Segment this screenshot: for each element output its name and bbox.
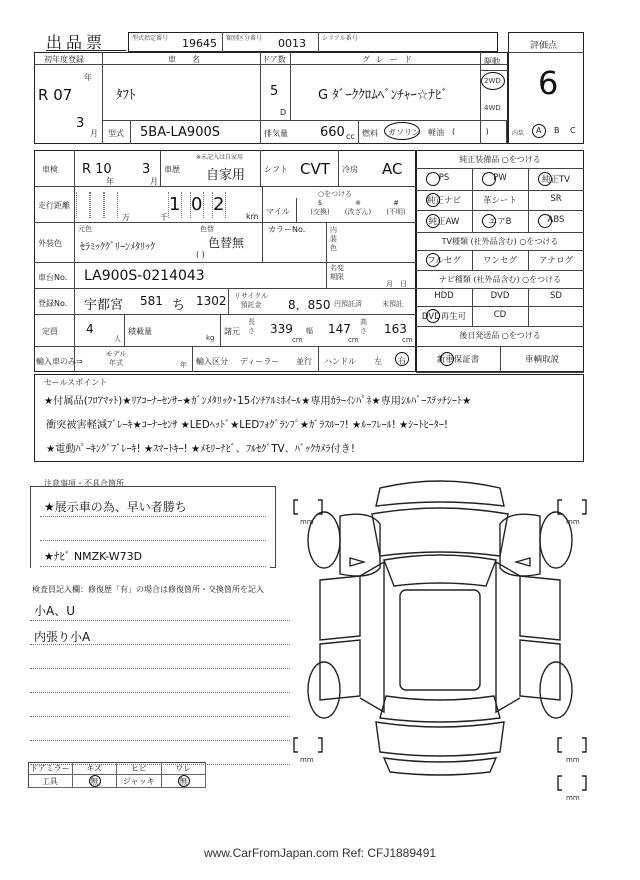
category-value: 0013 — [278, 37, 306, 50]
displacement-unit: cc — [346, 132, 355, 141]
equip-item: 純正ナビ — [426, 196, 461, 206]
paint-paren: ( ) — [196, 250, 205, 259]
car-name-label: 車名 — [168, 55, 216, 64]
divider — [480, 70, 508, 71]
recycle-label: リサイクル 預託金 — [233, 292, 269, 309]
name-change-month: 月 — [386, 280, 393, 288]
name-change-label: 名変 期限 — [330, 264, 344, 281]
legend-circle — [89, 775, 101, 787]
mileage-km-unit: km — [246, 212, 259, 221]
interior-a: A — [536, 126, 542, 135]
sales-point-label: セールスポイント — [44, 378, 108, 387]
divider — [318, 346, 319, 372]
divider — [326, 222, 327, 288]
mileage-swap: $ (交換) — [310, 199, 330, 216]
note-rule — [40, 540, 266, 541]
divider — [34, 262, 416, 263]
equip-item-circle — [538, 214, 552, 228]
cooler-value: AC — [382, 160, 403, 178]
mile-label: マイル — [266, 207, 290, 216]
divider — [472, 210, 473, 232]
interior-c: C — [570, 126, 576, 135]
history-note: ※未記入は自家用 — [196, 154, 244, 161]
divider — [416, 270, 584, 271]
legend-cell: 無 — [73, 775, 118, 788]
divider — [472, 168, 473, 190]
left-pillar — [360, 562, 384, 712]
divider — [416, 168, 584, 169]
navi-item: DVD再生可 — [421, 312, 467, 322]
tire-mm-rear-right: mm — [566, 756, 580, 764]
divider — [74, 222, 75, 372]
reg-num: 1302 — [196, 294, 227, 308]
navi-item: HDD — [434, 291, 454, 301]
divider — [102, 120, 508, 121]
equip-item: SR — [550, 194, 562, 204]
divider — [528, 288, 529, 306]
divider — [192, 346, 193, 372]
chassis-label: 車台No. — [38, 273, 68, 282]
inspector-rule — [30, 668, 290, 669]
displacement-label: 排気量 — [264, 129, 288, 138]
mileage-digit: 0 — [191, 194, 203, 215]
reg-area: 宇都宮 — [84, 298, 124, 313]
color-no-label: カラーNo. — [268, 225, 306, 234]
dims-label: 諸元 — [224, 327, 240, 336]
docs-item: 新車保証書 — [436, 355, 480, 365]
dealer-label: ディーラー — [240, 357, 280, 366]
import-label: 輸入車のみ⇒ — [36, 357, 83, 366]
divider — [74, 150, 75, 222]
right-pillar — [496, 562, 520, 712]
legend-header: ワレ — [162, 762, 207, 775]
interior-label: 内装 — [512, 130, 525, 137]
tv-item-circle — [426, 253, 440, 267]
equipment-title: 純正装備品 ○をつける — [459, 155, 541, 164]
reg-class: 581 — [140, 294, 163, 308]
divider — [262, 186, 263, 222]
divider — [528, 306, 529, 326]
divider — [500, 346, 501, 372]
model-type-value: 5BA-LA900S — [140, 125, 220, 140]
orig-color-label: 元色 — [78, 225, 92, 233]
page-title: 出品票 — [46, 33, 107, 52]
model-type-label: 型式 — [108, 129, 124, 138]
divider — [472, 306, 473, 326]
divider — [416, 306, 584, 307]
note-rule — [40, 516, 266, 517]
shift-label: シフト — [264, 165, 288, 174]
divider — [416, 232, 584, 233]
capacity-label: 定員 — [42, 327, 58, 336]
width-value: 147 — [328, 322, 351, 336]
shaken-month: 3 — [142, 162, 151, 177]
tire-mm-rear-left: mm — [300, 756, 314, 764]
divider — [296, 198, 297, 222]
height-unit: cm — [402, 336, 413, 344]
divider — [228, 288, 229, 314]
length-unit: cm — [292, 336, 303, 344]
divider — [358, 120, 359, 144]
fuel-paren: ( ) — [452, 127, 489, 136]
year-unit: 年 — [84, 73, 92, 82]
mileage-sen-unit: 千 — [160, 213, 168, 222]
parallel-label: 並行 — [296, 357, 312, 366]
divider — [262, 222, 263, 262]
model-year-unit: 年 — [180, 361, 187, 369]
divider — [338, 150, 339, 186]
doors-type: D — [280, 108, 287, 117]
equip-item: 革シート — [482, 196, 517, 206]
divider — [472, 288, 473, 306]
equip-item: ABS — [547, 215, 565, 225]
shaken-year-unit: 年 — [106, 177, 114, 186]
first-reg-label: 初年度登録 — [44, 55, 84, 64]
sales-line-1: ★付属品(ﾌﾛｱﾏｯﾄ)★ﾘｱｺｰﾅｰｾﾝｻｰ★ｶﾞﾝﾒﾀﾘｯｸ･15ｲﾝﾁｱﾙﾐﾎｲｰﾙ★専用ｶﾗｰｲﾝﾊﾟﾈ★専用ｼﾙﾊﾞｰｽﾃｯﾁｼｰﾄ★ — [44, 396, 472, 407]
navi-item: CD — [493, 310, 507, 320]
first-reg-month: 3 — [76, 116, 85, 131]
grade-value: G ﾀﾞｰｸｸﾛﾑﾍﾞﾝﾁｬｰ☆ﾅﾋﾞ — [318, 88, 448, 103]
rear-left-wheel — [308, 662, 340, 718]
mileage-label: 走行距離 — [38, 201, 70, 210]
recycle-value: 8，850 — [288, 298, 331, 312]
handle-label: ハンドル — [324, 357, 356, 366]
title-underline — [46, 50, 126, 51]
tire-bracket-front-right — [558, 500, 586, 514]
inspector-rule — [30, 620, 290, 621]
doors-label: ドア数 — [262, 55, 286, 64]
shaken-value: R 10 — [82, 162, 112, 177]
divider — [34, 314, 416, 315]
left-label: 左 — [374, 357, 382, 366]
height-label: 高 さ — [360, 318, 367, 335]
divider — [318, 32, 319, 52]
divider — [472, 190, 473, 210]
reg-label: 登録No. — [38, 299, 68, 308]
fuel-label: 燃料 — [362, 129, 378, 138]
serial-label: シリアル番号 — [322, 35, 358, 42]
navi-title: ナビ種類 (社外品含む) ○をつける — [438, 275, 562, 284]
divider — [472, 250, 473, 270]
model-year-label: モデル 年式 — [105, 350, 127, 367]
model-cert-value: 19645 — [182, 37, 217, 50]
mileage-digit-box — [104, 192, 118, 218]
divider — [220, 314, 221, 346]
shift-value: CVT — [300, 160, 330, 178]
model-cert-label: 型式指定番号 — [132, 35, 169, 42]
inspector-line-2: 内張り小A — [34, 630, 91, 644]
navi-item: DVD — [490, 291, 510, 301]
equip-item: エアB — [488, 217, 512, 227]
equip-item: 純正TV — [541, 175, 570, 185]
divider — [34, 346, 416, 347]
cooler-label: 冷房 — [342, 165, 358, 174]
interior-b: B — [554, 126, 560, 135]
fuel-diesel: 軽油 — [428, 128, 444, 137]
divider — [506, 120, 507, 144]
divider — [34, 186, 416, 187]
mileage-digit: 1 — [169, 194, 181, 215]
equip-item: PS — [438, 173, 450, 183]
roof — [400, 590, 480, 690]
history-value: 自家用 — [206, 168, 246, 183]
chassis-value: LA900S-0214043 — [84, 268, 205, 284]
rear-window — [380, 696, 500, 722]
mileage-digit-box — [90, 192, 104, 218]
mileage-digit: 2 — [213, 194, 225, 215]
notes-line-3: ★ﾅﾋﾞ NMZK-W73D — [44, 550, 143, 563]
interior-color-label: 内 装 色 — [330, 226, 337, 252]
inspector-rule — [30, 716, 290, 717]
category-label: 類別区分番号 — [226, 35, 263, 42]
right-mirror — [516, 558, 530, 566]
divider — [290, 52, 291, 120]
equip-item-circle — [426, 214, 440, 228]
length-label: 長 さ — [248, 318, 255, 335]
equip-item: PW — [493, 173, 507, 183]
divider — [130, 120, 131, 144]
tire-mm-front-left: mm — [300, 518, 314, 526]
drive-label: 駆動 — [484, 57, 500, 66]
divider — [222, 32, 223, 52]
tv-item: アナログ — [538, 256, 573, 266]
divider — [260, 52, 261, 120]
navi-item-circle — [426, 309, 440, 323]
equip-item-circle — [482, 172, 496, 186]
legend-cell: 工具 — [28, 775, 73, 788]
inspector-line-1: 小A、U — [34, 604, 75, 618]
inspector-label: 検査員記入欄：修復歴「有」の場合は修復箇所・交換箇所を記入 — [32, 585, 264, 594]
car-hood — [372, 508, 508, 556]
tailgate — [376, 722, 504, 756]
note-rule — [40, 566, 266, 567]
right-label: 右 — [398, 356, 406, 365]
legend-header: ドアミラー — [28, 762, 73, 775]
rear-bumper — [384, 758, 496, 775]
legend-header: キズ — [73, 762, 118, 775]
sales-line-2: 衝突被害軽減ﾌﾞﾚｰｷ★ｺｰﾅｰｾﾝｻ ★LEDﾍｯﾄﾞ★LEDﾌｫｸﾞﾗﾝﾌﾟ★ｶﾞﾗｽﾙｰﾌ! ★ﾙｰﾌﾚｰﾙ! ★ｼｰﾄﾋｰﾀｰ! — [46, 420, 448, 431]
divider — [528, 210, 529, 232]
tire-bracket-spare — [558, 776, 586, 790]
docs-item: 車輌取説 — [524, 355, 559, 365]
divider — [34, 288, 416, 289]
tire-bracket-rear-left — [294, 738, 322, 752]
recycle-unit: 円預託済 — [334, 300, 362, 308]
equip-item-circle — [426, 172, 440, 186]
sales-line-3: ★電動ﾊﾟｰｷﾝｸﾞﾌﾞﾚｰｷ! ★ｽﾏｰﾄｷｰ! ★ﾒﾓﾘｰﾅﾋﾞ、ﾌﾙｾｸﾞTV、ﾊﾞｯｸｶﾒﾗ付き! — [46, 444, 355, 455]
mileage-tamper: ※ (改ざん) — [344, 199, 372, 216]
drive-2wd: 2WD — [484, 77, 501, 85]
car-diagram — [280, 470, 600, 810]
month-unit: 月 — [90, 129, 98, 138]
tire-mm-front-right: mm — [566, 518, 580, 526]
divider — [124, 314, 125, 346]
tv-item: ワンセグ — [482, 256, 517, 266]
divider — [102, 52, 103, 144]
score-value: 6 — [538, 64, 559, 102]
divider — [260, 150, 261, 186]
width-label: 幅 — [306, 327, 313, 335]
equip-item: 純正AW — [428, 217, 460, 227]
reg-kana: ち — [172, 298, 186, 313]
windshield — [384, 555, 496, 586]
score-label: 評価点 — [530, 41, 558, 51]
car-name: ﾀﾌﾄ — [116, 88, 136, 103]
docs-title: 後日発送品 ○をつける — [459, 331, 541, 340]
paint-label: 色替 — [200, 225, 214, 233]
grade-label: グレード — [362, 55, 418, 64]
inspector-rule — [30, 644, 290, 645]
width-unit: cm — [348, 336, 359, 344]
tire-bracket-front-left — [294, 500, 322, 514]
shaken-month-unit: 月 — [150, 177, 158, 186]
divider — [416, 326, 584, 327]
equip-item-circle — [538, 172, 552, 186]
mileage-man-unit: 万 — [122, 213, 130, 222]
left-front-door — [320, 576, 360, 640]
history-label: 車歴 — [164, 165, 180, 174]
divider — [260, 120, 261, 144]
divider — [528, 168, 529, 190]
name-change-day: 日 — [400, 280, 407, 288]
notes-bracket-right — [270, 486, 276, 568]
legend-header: ヒビ — [117, 762, 162, 775]
orig-color-value: ｾﾗﾐｯｸｸﾞﾘｰﾝﾒﾀﾘｯｸ — [80, 242, 155, 253]
capacity-value: 4 — [86, 322, 94, 336]
load-unit: kg — [206, 334, 215, 342]
legend-circle — [178, 775, 190, 787]
height-value: 163 — [384, 322, 407, 336]
divider — [416, 372, 584, 373]
tv-item: フルセグ — [427, 256, 461, 266]
inspector-rule — [30, 740, 290, 741]
tv-title: TV種類 (社外品含む) ○をつける — [441, 237, 559, 246]
mileage-circle-note: ○をつける — [318, 190, 353, 198]
load-label: 積載量 — [128, 327, 152, 336]
inspector-rule — [30, 692, 290, 693]
mileage-digit-box — [76, 192, 90, 218]
equip-item-circle — [426, 193, 440, 207]
tire-mm-spare: mm — [566, 794, 580, 802]
drive-4wd: 4WD — [484, 104, 501, 112]
doors-value: 5 — [270, 84, 279, 99]
divider — [416, 288, 584, 289]
divider — [508, 52, 584, 53]
footer-watermark: www.CarFromJapan.com Ref: CFJ1889491 — [203, 846, 437, 860]
divider — [160, 150, 161, 186]
docs-item-circle — [440, 352, 454, 366]
import-type-label: 輸入区分 — [196, 357, 228, 366]
paint-value: 色替無 — [208, 236, 245, 250]
equip-item-circle — [482, 214, 496, 228]
divider — [528, 190, 529, 210]
mileage-unknown: # (不明) — [386, 199, 406, 216]
right-front-door — [520, 576, 560, 640]
recycle-unpaid: 未預託 — [382, 300, 403, 308]
color-label: 外装色 — [38, 239, 62, 248]
displacement-value: 660 — [320, 125, 345, 140]
length-value: 339 — [270, 322, 293, 336]
divider — [416, 190, 584, 191]
fuel-gas: ガソリン — [388, 128, 420, 137]
divider — [416, 250, 584, 251]
tire-bracket-rear-right — [558, 738, 586, 752]
first-reg-era: R 07 — [38, 86, 73, 104]
divider — [34, 222, 416, 223]
left-mirror — [350, 558, 364, 566]
legend-cell: ジャッキ — [117, 775, 162, 788]
notes-line-1: ★展示車の為、早い者勝ち — [44, 500, 187, 514]
divider — [416, 210, 584, 211]
capacity-unit: 人 — [114, 335, 121, 343]
notes-label: 注意事項・不具合箇所 — [44, 479, 124, 488]
divider — [528, 250, 529, 270]
rear-right-wheel — [540, 662, 572, 718]
car-front-outline — [376, 481, 504, 506]
shaken-label: 車検 — [42, 165, 58, 174]
legend-cell: 無 — [162, 775, 207, 788]
navi-item: SD — [550, 291, 562, 301]
